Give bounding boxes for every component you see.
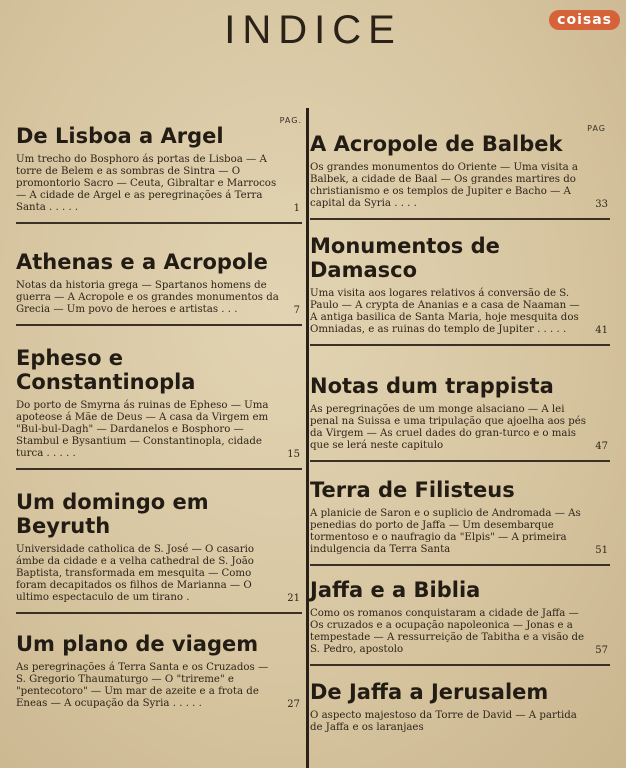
entry-page-number: 15 bbox=[287, 449, 300, 460]
entry-description: Um trecho do Bosphoro ás portas de Lisboa — A torre de Belem e as sombras de Sintra — O promontorio Sacro — Ceuta, Gibraltar e Marrocos — A cidade de Argel e as peregrinações á Terra Santa . . . . . bbox=[16, 154, 277, 213]
toc-entry[interactable] bbox=[16, 124, 302, 214]
entry-page-number: 33 bbox=[595, 199, 608, 210]
entry-divider bbox=[310, 564, 610, 566]
toc-entry[interactable] bbox=[16, 250, 302, 316]
toc-entry[interactable] bbox=[16, 490, 302, 604]
toc-entry[interactable] bbox=[16, 632, 302, 710]
toc-entry[interactable] bbox=[310, 374, 610, 452]
entry-description: As peregrinações á Terra Santa e os Cruzados — S. Gregorio Thaumaturgo — O "trireme" e "pentecotoro" — Um mar de azeite e a frota de Eneas — A ocupação da Syria . . . . . bbox=[16, 662, 269, 709]
entry-description: Notas da historia grega — Spartanos homens de guerra — A Acropole e os grandes monumentos da Grecia — Um povo de heroes e artistas . . . bbox=[16, 280, 279, 315]
entry-heading[interactable]: Terra de Filisteus bbox=[310, 478, 515, 502]
entry-description: Do porto de Smyrna ás ruinas de Epheso — Uma apoteose á Mãe de Deus — A casa da Virgem em "Bul-bul-Dagh" — Dardanelos e Bosphoro — Stambul e Bysantium — Constantinopla, cidade turca . . . . . bbox=[16, 400, 269, 459]
column-divider bbox=[306, 108, 309, 768]
entry-description: Como os romanos conquistaram a cidade de Jaffa — Os cruzados e a ocupação napoleonica — Jonas e a tempestade — A ressurreição de Tabitha e a visão de S. Pedro, apostolo bbox=[310, 608, 585, 655]
entry-page-number: 57 bbox=[595, 645, 608, 656]
entry-description: A planicie de Saron e o suplicio de Andromada — As penedias do porto de Jaffa — Um desembarque tormentoso e o naufragio da "Elpis" — A primeira indulgencia da Terra Santa bbox=[310, 508, 581, 555]
toc-entry[interactable] bbox=[16, 346, 302, 460]
toc-entry[interactable] bbox=[310, 132, 610, 210]
entry-heading[interactable]: A Acropole de Balbek bbox=[310, 132, 563, 156]
entry-page-number: 47 bbox=[595, 441, 608, 452]
entry-heading[interactable]: Monumentos de Damasco bbox=[310, 234, 500, 282]
entry-page-number: 21 bbox=[287, 593, 300, 604]
page-column-label: PAG bbox=[587, 124, 606, 133]
entry-heading[interactable]: Notas dum trappista bbox=[310, 374, 554, 398]
toc-entry[interactable] bbox=[310, 234, 610, 336]
watermark-badge: coisas bbox=[549, 10, 620, 30]
entry-heading[interactable]: Um plano de viagem bbox=[16, 632, 259, 656]
entry-description: Uma visita aos logares relativos á conversão de S. Paulo — A crypta de Ananias e a casa de Naaman — A antiga basilica de Santa Maria, hoje mesquita dos Omniadas, e as ruinas do templo de Jupiter . . . . . bbox=[310, 288, 580, 335]
entry-divider bbox=[310, 664, 610, 666]
entry-divider bbox=[310, 460, 610, 462]
left-column bbox=[16, 118, 302, 768]
entry-page-number: 51 bbox=[595, 545, 608, 556]
toc-entry[interactable] bbox=[310, 578, 610, 656]
entry-divider bbox=[310, 218, 610, 220]
entry-divider bbox=[16, 468, 302, 470]
entry-description: O aspecto majestoso da Torre de David — A partida de Jaffa e os laranjaes bbox=[310, 710, 577, 733]
entry-divider bbox=[310, 344, 610, 346]
entry-heading[interactable]: Um domingo em Beyruth bbox=[16, 490, 209, 538]
right-column bbox=[310, 118, 610, 768]
entry-description: Universidade catholica de S. José — O casario ámbe da cidade e a velha cathedral de S. João Baptista, transformada em mesquita — Como foram decapitados os filhos de Marianna — O ultimo espectaculo de um tirano . bbox=[16, 544, 254, 603]
entry-divider bbox=[16, 612, 302, 614]
entry-heading[interactable]: Jaffa e a Biblia bbox=[310, 578, 481, 602]
entry-heading[interactable]: Epheso e Constantinopla bbox=[16, 346, 196, 394]
entry-heading[interactable]: Athenas e a Acropole bbox=[16, 250, 268, 274]
toc-entry[interactable] bbox=[310, 680, 610, 734]
toc-entry[interactable] bbox=[310, 478, 610, 556]
entry-heading[interactable]: De Jaffa a Jerusalem bbox=[310, 680, 549, 704]
entry-description: Os grandes monumentos do Oriente — Uma visita a Balbek, a cidade de Baal — Os grandes martires do christianismo e os templos de Jupiter e Bacho — A capital da Syria . . . . bbox=[310, 162, 579, 209]
entry-page-number: 41 bbox=[595, 325, 608, 336]
entry-heading[interactable]: De Lisboa a Argel bbox=[16, 124, 224, 148]
entry-page-number: 7 bbox=[293, 305, 300, 316]
entry-description: As peregrinações de um monge alsaciano — A lei penal na Suissa e uma tripulação que ajoelha aos pés da Virgem — As cruel dades do gran-turco e o mais que se lerá neste capitulo bbox=[310, 404, 587, 451]
index-title: INDICE bbox=[224, 8, 402, 52]
page-column-label: PAG. bbox=[279, 116, 302, 125]
entry-divider bbox=[16, 222, 302, 224]
entry-divider bbox=[16, 324, 302, 326]
entry-page-number: 27 bbox=[287, 699, 300, 710]
entry-page-number: 1 bbox=[293, 203, 300, 214]
